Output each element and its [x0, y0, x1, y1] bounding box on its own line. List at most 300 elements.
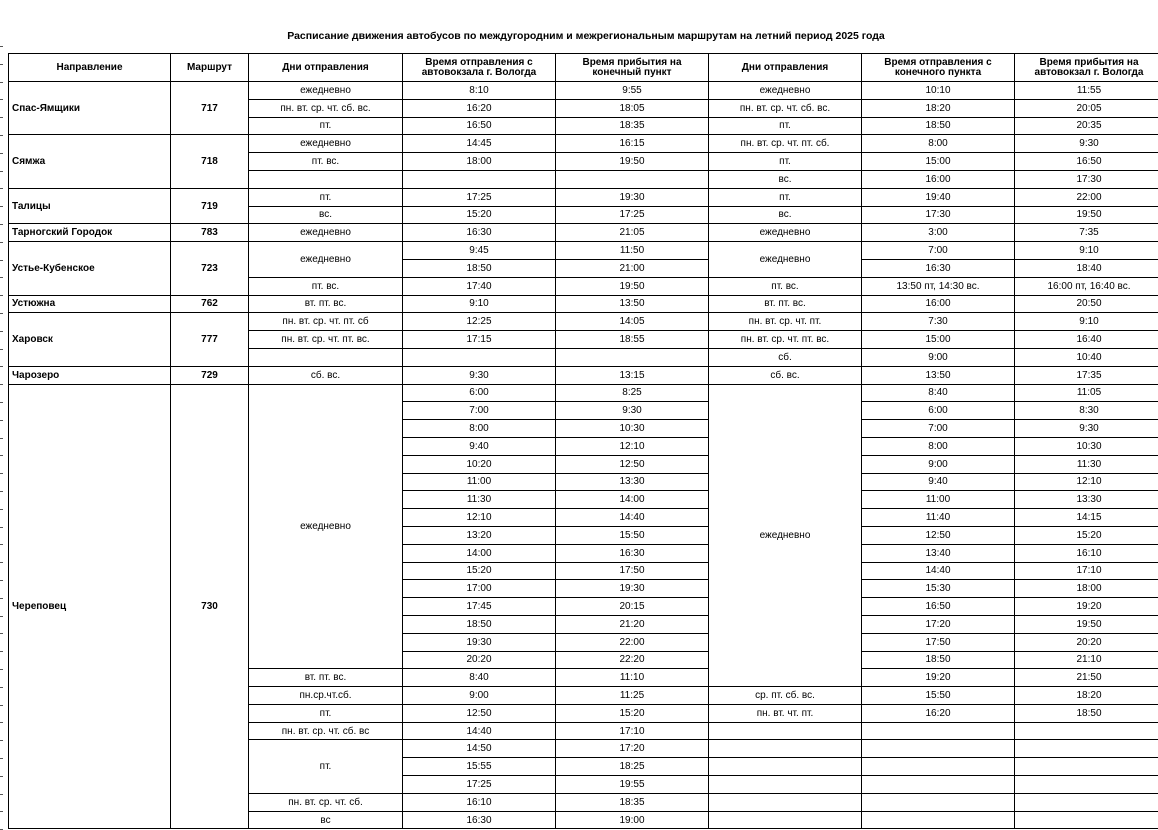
table-cell [709, 776, 862, 794]
table-cell: 17:40 [403, 277, 556, 295]
route-cell: 717 [171, 82, 249, 135]
table-cell: 20:20 [403, 651, 556, 669]
table-cell [556, 348, 709, 366]
table-cell: 17:20 [862, 615, 1015, 633]
table-cell: 9:00 [862, 455, 1015, 473]
table-cell: ежедневно [709, 82, 862, 100]
table-cell: 16:10 [403, 793, 556, 811]
table-cell: 17:25 [403, 188, 556, 206]
table-row [9, 295, 1158, 313]
table-cell: 15:55 [403, 758, 556, 776]
table-row [9, 135, 1158, 153]
table-cell: пт. [709, 117, 862, 135]
table-cell: 11:30 [1015, 455, 1158, 473]
edge-mark [0, 527, 3, 528]
table-cell: 15:20 [556, 704, 709, 722]
table-cell: 14:40 [556, 509, 709, 527]
table-cell: 16:30 [862, 259, 1015, 277]
route-cell: 762 [171, 295, 249, 313]
table-cell: ежедневно [249, 135, 403, 153]
table-cell: сб. вс. [249, 366, 403, 384]
table-cell: 17:30 [862, 206, 1015, 224]
table-cell: пт. [249, 188, 403, 206]
table-cell: вт. пт. вс. [249, 295, 403, 313]
table-cell: 13:50 пт, 14:30 вс. [862, 277, 1015, 295]
table-cell: 20:05 [1015, 99, 1158, 117]
table-cell: пн. вт. ср. чт. сб. вс [249, 722, 403, 740]
table-cell: 16:40 [1015, 331, 1158, 349]
table-cell: 18:50 [862, 651, 1015, 669]
table-cell: 10:20 [403, 455, 556, 473]
table-cell: 18:50 [403, 615, 556, 633]
table-cell: пт. вс. [249, 277, 403, 295]
table-cell: 22:00 [556, 633, 709, 651]
table-cell: вс. [709, 170, 862, 188]
route-cell: 730 [171, 384, 249, 829]
header-departure-days-vologda: Дни отправления [249, 54, 403, 82]
table-cell: 21:05 [556, 224, 709, 242]
edge-mark [0, 651, 3, 652]
direction-cell: Спас-Ямщики [9, 82, 171, 135]
table-cell [709, 722, 862, 740]
table-cell: пн. вт. ср. чт. сб. вс. [249, 99, 403, 117]
table-cell: 7:00 [862, 420, 1015, 438]
direction-cell: Устье-Кубенское [9, 242, 171, 295]
table-cell: 16:20 [403, 99, 556, 117]
table-cell: 14:00 [403, 544, 556, 562]
table-cell: 14:00 [556, 491, 709, 509]
table-cell: 8:00 [862, 135, 1015, 153]
edge-mark [0, 64, 3, 65]
header-departure-time-return: Время отправления с конечного пункта [862, 54, 1015, 82]
table-cell: 19:50 [556, 277, 709, 295]
table-cell: 14:15 [1015, 509, 1158, 527]
table-cell [709, 740, 862, 758]
edge-mark [0, 811, 3, 812]
table-cell [862, 776, 1015, 794]
header-row [9, 54, 1158, 82]
edge-mark [0, 153, 3, 154]
table-cell: 18:50 [1015, 704, 1158, 722]
table-cell: 12:10 [556, 437, 709, 455]
table-cell: 21:00 [556, 259, 709, 277]
edge-mark [0, 402, 3, 403]
table-cell: 9:55 [556, 82, 709, 100]
direction-cell: Череповец [9, 384, 171, 829]
table-row [9, 242, 1158, 260]
route-cell: 718 [171, 135, 249, 188]
table-cell: 12:50 [862, 526, 1015, 544]
table-cell: 17:50 [862, 633, 1015, 651]
table-cell: 6:00 [403, 384, 556, 402]
table-cell: 16:30 [556, 544, 709, 562]
table-cell: пн. вт. ср. чт. пт. [709, 313, 862, 331]
table-cell: 17:10 [556, 722, 709, 740]
edge-mark [0, 687, 3, 688]
table-cell: 18:50 [403, 259, 556, 277]
edge-mark [0, 224, 3, 225]
table-cell: пн. вт. ср. чт. сб. вс. [709, 99, 862, 117]
table-cell: 9:00 [403, 687, 556, 705]
table-cell: 15:20 [403, 206, 556, 224]
table-cell: 12:50 [556, 455, 709, 473]
direction-cell: Устюжна [9, 295, 171, 313]
schedule-table [8, 53, 1158, 829]
table-cell: вс [249, 811, 403, 829]
table-cell: 18:35 [556, 793, 709, 811]
header-route: Маршрут [171, 54, 249, 82]
table-cell: пн. вт. чт. пт. [709, 704, 862, 722]
table-cell: 16:30 [403, 224, 556, 242]
table-cell: 14:50 [403, 740, 556, 758]
edge-mark [0, 705, 3, 706]
table-cell: сб. [709, 348, 862, 366]
table-cell: 14:40 [862, 562, 1015, 580]
table-cell: 18:35 [556, 117, 709, 135]
table-cell: 17:25 [556, 206, 709, 224]
table-cell: 19:55 [556, 776, 709, 794]
table-cell: 17:10 [1015, 562, 1158, 580]
table-cell: 19:50 [556, 153, 709, 171]
edge-mark [0, 758, 3, 759]
table-cell: 18:00 [403, 153, 556, 171]
table-cell: пт. [249, 740, 403, 793]
table-cell: пн.ср.чт.сб. [249, 687, 403, 705]
edge-mark [0, 544, 3, 545]
table-cell: 17:25 [403, 776, 556, 794]
table-cell: 14:40 [403, 722, 556, 740]
table-cell: 8:40 [862, 384, 1015, 402]
table-cell: 18:50 [862, 117, 1015, 135]
edge-mark [0, 455, 3, 456]
table-cell: 19:40 [862, 188, 1015, 206]
table-cell: вт. пт. вс. [249, 669, 403, 687]
edge-mark [0, 616, 3, 617]
table-cell: 10:30 [1015, 437, 1158, 455]
table-cell: 8:40 [403, 669, 556, 687]
header-departure-time-vologda: Время отправления с автовокзала г. Вологда [403, 54, 556, 82]
header-arrival-time-destination: Время прибытия на конечный пункт [556, 54, 709, 82]
table-cell: 11:55 [1015, 82, 1158, 100]
table-cell [249, 348, 403, 366]
edge-mark [0, 740, 3, 741]
table-cell: 9:00 [862, 348, 1015, 366]
table-cell: 19:50 [1015, 206, 1158, 224]
table-cell: 12:50 [403, 704, 556, 722]
table-cell: 11:25 [556, 687, 709, 705]
table-cell: 8:30 [1015, 402, 1158, 420]
table-cell [1015, 740, 1158, 758]
table-cell: 16:15 [556, 135, 709, 153]
table-cell: ежедневно [249, 242, 403, 278]
edge-mark [0, 776, 3, 777]
table-cell: 17:00 [403, 580, 556, 598]
table-cell: 21:20 [556, 615, 709, 633]
table-cell: 13:15 [556, 366, 709, 384]
direction-cell: Тарногский Городок [9, 224, 171, 242]
table-cell: 15:20 [403, 562, 556, 580]
table-cell [403, 348, 556, 366]
table-cell: 16:50 [862, 598, 1015, 616]
table-cell: 9:40 [862, 473, 1015, 491]
edge-mark [0, 366, 3, 367]
table-cell: 11:40 [862, 509, 1015, 527]
table-cell [249, 170, 403, 188]
table-row [9, 384, 1158, 402]
table-cell: 7:30 [862, 313, 1015, 331]
table-cell [709, 811, 862, 829]
table-cell: 14:05 [556, 313, 709, 331]
table-cell: 19:20 [1015, 598, 1158, 616]
table-cell: 9:10 [403, 295, 556, 313]
table-cell: 16:30 [403, 811, 556, 829]
table-cell: 9:45 [403, 242, 556, 260]
table-cell [1015, 776, 1158, 794]
table-cell: пн. вт. ср. чт. пт. вс. [249, 331, 403, 349]
table-cell: 17:20 [556, 740, 709, 758]
table-cell: 9:10 [1015, 313, 1158, 331]
table-cell: 18:40 [1015, 259, 1158, 277]
table-cell: 8:25 [556, 384, 709, 402]
table-cell: 13:40 [862, 544, 1015, 562]
edge-mark [0, 420, 3, 421]
schedule-body [9, 82, 1158, 829]
table-cell: 11:05 [1015, 384, 1158, 402]
table-cell: 20:35 [1015, 117, 1158, 135]
table-cell: сб. вс. [709, 366, 862, 384]
edge-mark [0, 313, 3, 314]
edge-mark [0, 384, 3, 385]
table-cell: 7:35 [1015, 224, 1158, 242]
table-cell: 10:40 [1015, 348, 1158, 366]
table-cell: 13:30 [1015, 491, 1158, 509]
edge-mark [0, 171, 3, 172]
table-cell: 18:20 [1015, 687, 1158, 705]
table-cell [403, 170, 556, 188]
table-row [9, 224, 1158, 242]
table-cell: пт. [249, 117, 403, 135]
table-cell: 7:00 [862, 242, 1015, 260]
table-cell [862, 758, 1015, 776]
route-cell: 723 [171, 242, 249, 295]
edge-mark [0, 349, 3, 350]
table-cell: пт. [249, 704, 403, 722]
table-cell [862, 722, 1015, 740]
table-cell: 19:30 [556, 580, 709, 598]
edge-mark [0, 580, 3, 581]
edge-mark [0, 491, 3, 492]
table-cell [709, 758, 862, 776]
edge-mark [0, 331, 3, 332]
edge-mark [0, 46, 3, 47]
direction-cell: Сямжа [9, 135, 171, 188]
table-cell: 13:50 [556, 295, 709, 313]
table-cell: 15:00 [862, 153, 1015, 171]
table-cell: 8:00 [862, 437, 1015, 455]
table-cell: 20:50 [1015, 295, 1158, 313]
table-cell: пт. [709, 188, 862, 206]
table-cell: ежедневно [249, 224, 403, 242]
edge-mark [0, 188, 3, 189]
table-row [9, 188, 1158, 206]
edge-mark [0, 509, 3, 510]
table-cell: 9:30 [1015, 420, 1158, 438]
table-cell: 11:30 [403, 491, 556, 509]
edge-mark [0, 99, 3, 100]
edge-mark [0, 242, 3, 243]
table-cell: пт. [709, 153, 862, 171]
route-cell: 783 [171, 224, 249, 242]
table-cell: ежедневно [709, 384, 862, 687]
table-cell: 19:00 [556, 811, 709, 829]
table-cell: 15:50 [862, 687, 1015, 705]
header-direction: Направление [9, 54, 171, 82]
table-cell: вс. [249, 206, 403, 224]
table-cell: пт. вс. [709, 277, 862, 295]
header-arrival-time-vologda: Время прибытия на автовокзал г. Вологда [1015, 54, 1158, 82]
table-cell: 13:50 [862, 366, 1015, 384]
table-cell: 9:30 [1015, 135, 1158, 153]
table-cell: 22:00 [1015, 188, 1158, 206]
table-cell: 22:20 [556, 651, 709, 669]
table-cell: 12:25 [403, 313, 556, 331]
table-cell: 16:50 [1015, 153, 1158, 171]
edge-mark [0, 473, 3, 474]
table-cell: пн. вт. ср. чт. пт. сб. [709, 135, 862, 153]
table-cell: 13:20 [403, 526, 556, 544]
table-cell: 17:30 [1015, 170, 1158, 188]
table-cell: пн. вт. ср. чт. сб. [249, 793, 403, 811]
table-cell [709, 793, 862, 811]
table-row [9, 313, 1158, 331]
table-cell: вс. [709, 206, 862, 224]
table-cell: 21:50 [1015, 669, 1158, 687]
table-cell: ср. пт. сб. вс. [709, 687, 862, 705]
table-cell: 17:35 [1015, 366, 1158, 384]
edge-mark [0, 260, 3, 261]
table-cell [1015, 722, 1158, 740]
table-cell: 9:30 [403, 366, 556, 384]
edge-mark [0, 633, 3, 634]
table-cell: 17:15 [403, 331, 556, 349]
table-cell: 16:10 [1015, 544, 1158, 562]
table-cell: 18:55 [556, 331, 709, 349]
table-cell [1015, 811, 1158, 829]
table-cell: 3:00 [862, 224, 1015, 242]
table-cell: 19:30 [403, 633, 556, 651]
table-cell: 9:10 [1015, 242, 1158, 260]
table-cell: 19:20 [862, 669, 1015, 687]
table-cell: 12:10 [403, 509, 556, 527]
route-cell: 777 [171, 313, 249, 366]
table-cell [556, 170, 709, 188]
table-cell: ежедневно [709, 224, 862, 242]
edge-mark [0, 438, 3, 439]
table-cell [862, 740, 1015, 758]
table-cell: 7:00 [403, 402, 556, 420]
table-cell [1015, 758, 1158, 776]
table-cell: ежедневно [249, 384, 403, 669]
direction-cell: Талицы [9, 188, 171, 224]
route-cell: 729 [171, 366, 249, 384]
table-row [9, 366, 1158, 384]
table-cell: 8:00 [403, 420, 556, 438]
table-cell: 21:10 [1015, 651, 1158, 669]
edge-mark [0, 562, 3, 563]
table-cell: 20:15 [556, 598, 709, 616]
table-cell: 16:00 пт, 16:40 вс. [1015, 277, 1158, 295]
table-cell: 19:30 [556, 188, 709, 206]
table-cell: ежедневно [249, 82, 403, 100]
edge-mark [0, 82, 3, 83]
direction-cell: Чарозеро [9, 366, 171, 384]
table-cell: 16:00 [862, 170, 1015, 188]
table-cell: ежедневно [709, 242, 862, 278]
table-cell: 8:10 [403, 82, 556, 100]
table-row [9, 82, 1158, 100]
table-cell: пн. вт. ср. чт. пт. сб [249, 313, 403, 331]
table-cell: 14:45 [403, 135, 556, 153]
direction-cell: Харовск [9, 313, 171, 366]
table-cell: пт. вс. [249, 153, 403, 171]
edge-mark [0, 794, 3, 795]
table-cell: 18:05 [556, 99, 709, 117]
table-cell: 9:30 [556, 402, 709, 420]
edge-mark [0, 295, 3, 296]
table-cell: 9:40 [403, 437, 556, 455]
table-cell [862, 811, 1015, 829]
table-cell: 10:10 [862, 82, 1015, 100]
table-cell: 16:50 [403, 117, 556, 135]
table-cell: 11:00 [403, 473, 556, 491]
edge-mark [0, 669, 3, 670]
table-cell: 15:20 [1015, 526, 1158, 544]
left-edge-markers [0, 46, 4, 830]
table-cell: 13:30 [556, 473, 709, 491]
edge-mark [0, 598, 3, 599]
page-title: Расписание движения автобусов по междугородним и межрегиональным маршрутам на летний период 2025 года [287, 30, 885, 42]
table-cell: 15:30 [862, 580, 1015, 598]
table-cell [862, 793, 1015, 811]
table-cell: 17:50 [556, 562, 709, 580]
table-cell: 11:00 [862, 491, 1015, 509]
table-cell: 18:20 [862, 99, 1015, 117]
table-cell: 16:00 [862, 295, 1015, 313]
table-cell: 18:00 [1015, 580, 1158, 598]
table-cell: вт. пт. вс. [709, 295, 862, 313]
route-cell: 719 [171, 188, 249, 224]
table-cell: 10:30 [556, 420, 709, 438]
header-departure-days-return: Дни отправления [709, 54, 862, 82]
table-cell: пн. вт. ср. чт. пт. вс. [709, 331, 862, 349]
table-cell: 16:20 [862, 704, 1015, 722]
table-cell: 17:45 [403, 598, 556, 616]
table-cell: 15:00 [862, 331, 1015, 349]
table-cell: 6:00 [862, 402, 1015, 420]
table-cell: 19:50 [1015, 615, 1158, 633]
table-cell: 11:10 [556, 669, 709, 687]
edge-mark [0, 135, 3, 136]
table-cell [1015, 793, 1158, 811]
table-cell: 12:10 [1015, 473, 1158, 491]
edge-mark [0, 117, 3, 118]
edge-mark [0, 722, 3, 723]
table-cell: 15:50 [556, 526, 709, 544]
edge-mark [0, 206, 3, 207]
table-cell: 20:20 [1015, 633, 1158, 651]
edge-mark [0, 277, 3, 278]
table-cell: 11:50 [556, 242, 709, 260]
